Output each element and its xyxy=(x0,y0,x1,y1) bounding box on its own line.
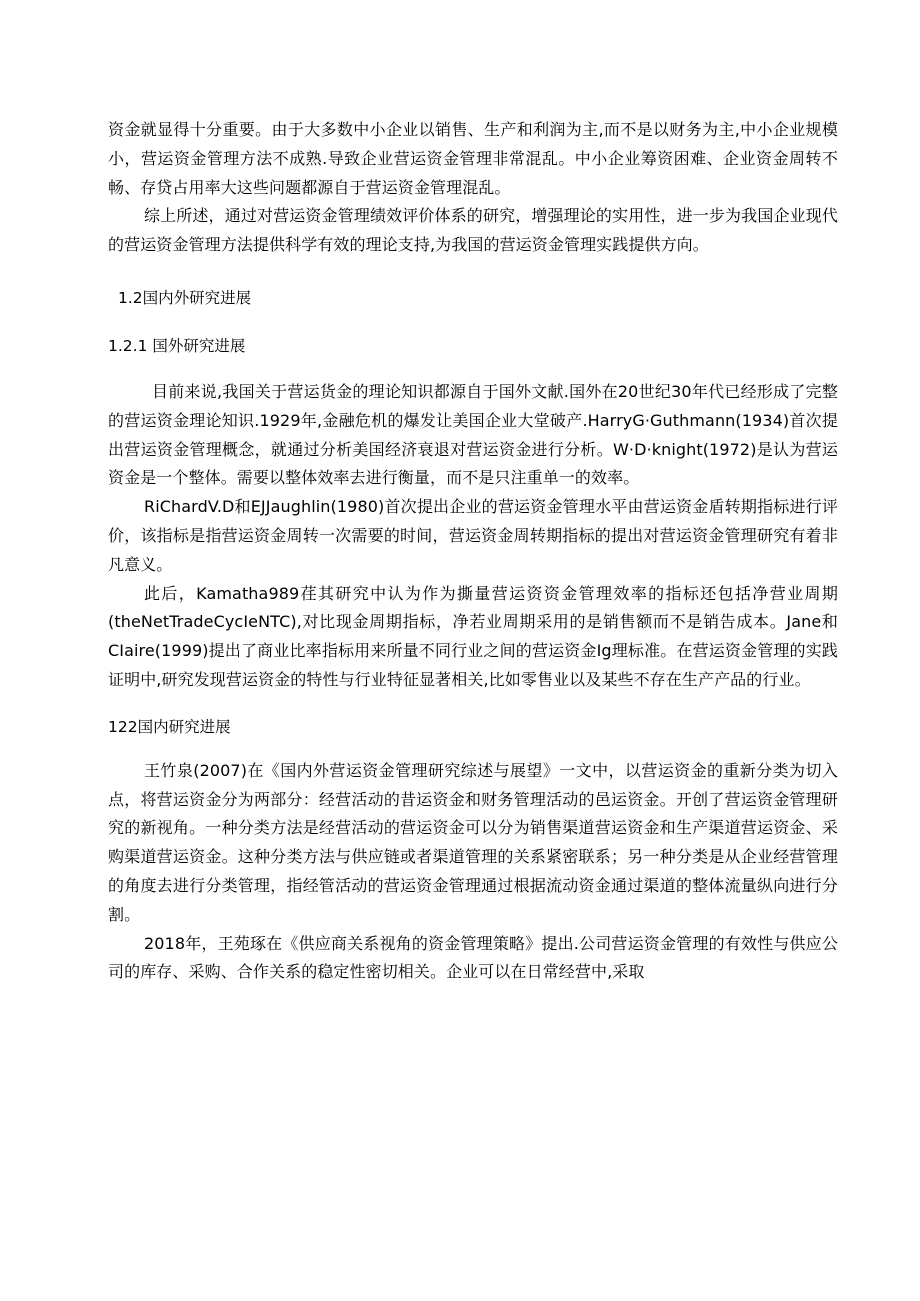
paragraph-wang-zhuquan: 王竹泉(2007)在《国内外营运资金管理研究综述与展望》一文中，以营运资金的重新分类为切入点，将营运资金分为两部分：经营活动的昔运资金和财务管理活动的邑运资金。开创了营运资金管理研究的新视角。一种分类方法是经营活动的营运资金可以分为销售渠道营运资金和生产渠道营运资金、采购渠道营运资金。这种分类方法与供应链或者渠道管理的关系紧密联系；另一种分类是从企业经营管理的角度去进行分类管理，指经管活动的营运资金管理通过根据流动资金通过渠道的整体流量纵向进行分割。 xyxy=(108,760,838,924)
subsection-heading-domestic-research: 122国内研究进展 xyxy=(108,717,231,736)
paragraph-foreign-origins: 目前来说,我国关于营运货金的理论知识都源自于国外文献.国外在20世纪30年代已经形成了完整的营运资金理论知识.1929年,金融危机的爆发让美国企业大堂破产.HarryG·Guthmann(1934)首次提出营运资金管理概念，就通过分析美国经济衰退对营运资金进行分析。W·D·knight(1972)是认为营运资金是一个整体。需要以整体效率去进行衡量，而不是只注重单一的效率。 xyxy=(108,381,838,488)
section-heading-research-progress: 1.2国内外研究进展 xyxy=(118,288,252,307)
paragraph-wang-yuanzhuo: 2018年，王苑琢在《供应商关系视角的资金管理策略》提出.公司营运资金管理的有效性与供应公司的库存、采购、合作关系的稳定性密切相关。企业可以在日常经营中,采取 xyxy=(108,933,838,982)
subsection-heading-foreign-research: 1.2.1 国外研究进展 xyxy=(108,336,246,355)
paragraph-summary: 综上所述，通过对营运资金管理绩效评价体系的研究，增强理论的实用性，进一步为我国企业现代的营运资金管理方法提供科学有效的理论支持,为我国的营运资金管理实践提供方向。 xyxy=(108,206,838,255)
paragraph-kamath-ntc: 此后，Kamatha989荏其研究中认为作为撕量营运资资金管理效率的指标还包括净营业周期(theNetTradeCycIeNTC),对比现金周期指标，净若业周期采用的是销售额而不是销告成本。Jane和CIaire(1999)提出了商业比率指标用来所量不同行业之间的营运资金Ig理标准。在营运资金管理的实践证明中,研究发现营运资金的特性与行业特征显著相关,比如零售业以及某些不存在生产产品的行业。 xyxy=(108,583,838,689)
paragraph-richardv-jaughlin: RiChardV.D和EJJaughlin(1980)首次提出企业的营运资金管理水平由营运资金盾转期指标进行评价，该指标是指营运资金周转一次需要的时间，营运资金周转期指标的提出对营运资金管理研究有着非凡意义。 xyxy=(108,497,838,574)
document-page xyxy=(108,116,838,987)
paragraph-working-capital-importance: 资金就显得十分重要。由于大多数中小企业以销售、生产和利润为主,而不是以财务为主,中小企业规模小，营运资金管理方法不成熟.导致企业营运资金管理非常混乱。中小企业筹资困难、企业资金周转不畅、存贷占用率大这些问题都源自于营运资金管理混乱。 xyxy=(108,120,838,197)
